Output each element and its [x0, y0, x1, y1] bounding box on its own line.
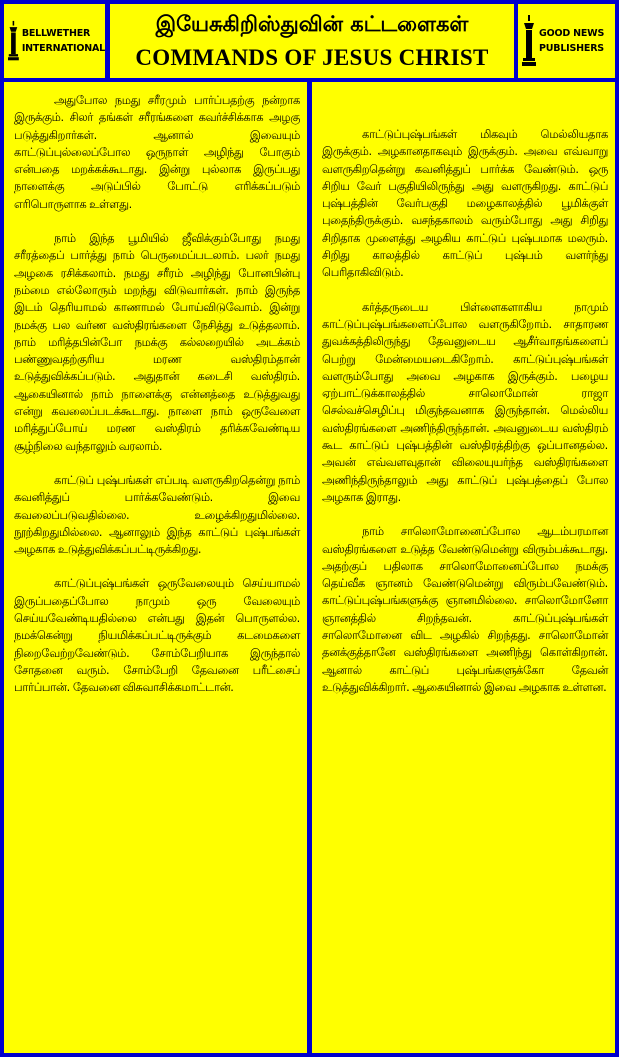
page-title-tamil: இயேசுகிறிஸ்துவின் கட்டளைகள்	[155, 12, 469, 36]
paragraph: காட்டுப்புஷ்பங்கள் மிகவும் மெல்லியதாக இருக்கும். அழகானதாகவும் இருக்கும். அவை எவ்வாறு வளருகிறதென்று கவனித்துப் பார்க்க வேண்டும். ஒரு சிறிய வேர் பகுதியிலிருந்து அது வளருகிறது. காட்டுப் புஷ்பத்தின் வேர்பகுதி மழைகாலத்தில் பூமிக்குள் புதைந்திருக்கும். வசந்தகாலம் வரும்போது அது சிறிது சிறிதாக முளைத்து அழகிய காட்டுப் புஷ்பமாக மலரும். சிறிது காலத்தில் காட்டுப் புஷ்பம் வளர்ந்து பெரிதாகிவிடும்.	[322, 128, 608, 280]
title-banner	[110, 4, 514, 78]
bell-tower-icon	[522, 15, 536, 67]
paragraph: காட்டுப்புஷ்பங்கள் ஒருவேலையும் செய்யாமல் இருப்பதைப்போல நாமும் ஒரு வேலையும் செய்யவேண்டியதில்லை என்பது இதன் பொருளல்ல. நமக்கென்று நியமிக்கப்பட்டிருக்கும் கடமைகளை நிறைவேற்றவேண்டும். சோம்பேறியாக இருந்தால் சோதனை வரும். சோம்பேறி தேவனை பரீட்சைப் பார்ப்பான். தேவனை விசுவாசிக்கமாட்டான்.	[14, 577, 300, 695]
right-text-column	[312, 82, 615, 1053]
bell-tower-icon	[8, 15, 19, 67]
paragraph: நாம் சாலொமோனைப்போல ஆடம்பரமான வஸ்திரங்களை உடுத்த வேண்டுமென்று விரும்பக்கூடாது. அதற்குப் பதிலாக சாலொமோனைப்போல நமக்கு தெய்வீக ஞானம் வேண்டுமென்று விரும்பவேண்டும். காட்டுப்புஷ்பங்களுக்கு ஞானமில்லை. சாலொமோனோ ஞானத்தில் சிறந்தவன். காட்டுப்புஷ்பங்கள் சாலொமோனை விட அழகில் சிறந்தது. சாலொமோன் தனக்குத்தானே வஸ்திரங்களை அணிந்து கொள்கிறான். ஆனால் காட்டுப் புஷ்பங்களுக்கோ தேவன் உடுத்துவிக்கிறார். ஆகையினால் இவை அழகாக உள்ளன.	[322, 525, 608, 694]
paragraph: நாம் இந்த பூமியில் ஜீவிக்கும்போது நமது சரீரத்தைப் பார்த்து நாம் பெருமைப்படலாம். பலர் நமது அழகை ரசிக்கலாம். நமது சரீரம் அழிந்து போனபின்பு நம்மை எல்லோரும் மறந்து விடுவார்கள். நாம் இருந்த இடம் தெரியாமல் காணாமல் போய்விடுவோம். இன்று நமக்கு பல வர்ண வஸ்திரங்களை நேசித்து உடுத்தலாம். நாம் மரித்தபின்போ நமக்கு கல்லறையில் அடக்கம் பண்ணுவதற்குரிய மரண வஸ்திரம்தான் உடுத்துவிக்கப்படும். அதுதான் கடைசி வஸ்திரம். ஆகையினால் நாம் நாளைக்கு என்னத்தை உடுத்துவது என்று கவலைப்படக்கூடாது. நாளை நாம் ஒருவேளை மரித்துப்போய் மரண வஸ்திரம் தரிக்கவேண்டிய சூழ்நிலை வந்தாலும் வரலாம்.	[14, 232, 300, 453]
paragraph: காட்டுப் புஷ்பங்கள் எப்படி வளருகிறதென்று நாம் கவனித்துப் பார்க்கவேண்டும். இவை கவலைப்படுவதில்லை. உழைக்கிறதுமில்லை. நூற்கிறதுமில்லை. ஆனாலும் இந்த காட்டுப் புஷ்பங்கள் அழகாக உடுத்துவிக்கப்பட்டிருக்கிறது.	[14, 473, 300, 557]
logo-line: BELLWETHER	[21, 28, 91, 39]
left-text-column	[4, 82, 307, 1053]
logo-line: INTERNATIONAL	[21, 43, 105, 54]
paragraph: அதுபோல நமது சரீரமும் பார்ப்பதற்கு நன்றாக இருக்கும். சிலர் தங்கள் சரீரங்களை கவர்ச்சிக்காக அழகு படுத்துகிறார்கள். ஆனால் இவையும் காட்டுப்புல்லைப்போல ஒருநாள் அழிந்து போகும் என்பதை மறக்கக்கூடாது. இன்று புல்லாக இருப்பது நாளைக்கு அடுப்பில் போட்டு எரிக்கப்படும் எரிபொருளாக உள்ளது.	[14, 94, 300, 211]
logo-line: GOOD NEWS	[539, 28, 605, 39]
paragraph: கர்த்தருடைய பிள்ளைகளாகிய நாமும் காட்டுப்புஷ்பங்களைப்போல வளருகிறோம். சாதாரண துவக்கத்திலிருந்து தேவனுடைய ஆசீர்வாதங்களைப் பெற்று மேன்மையடைகிறோம். காட்டுப்புஷ்பங்கள் வளரும்போது அவை அழகாக இருக்கும். பழைய ஏற்பாட்டுக்காலத்தில் சாலொமோன் ராஜா செல்வச்செழிப்பு மிகுந்தவனாக இருந்தான். மெல்லிய வஸ்திரங்களை அணிந்திருந்தான். அவனுடைய வஸ்திரம் கூட காட்டுப் புஷ்பத்தின் வஸ்திரத்திற்கு ஒப்பானதல்ல. அவன் எவ்வளவுதான் விலையுயர்ந்த வஸ்திரங்களை அணிந்திருந்தாலும் அது காட்டுப் புஷ்பத்தைப் போல அழகாக இராது.	[322, 300, 608, 504]
bellwether-logo	[4, 4, 105, 78]
page-title-english: COMMANDS OF JESUS CHRIST	[135, 45, 489, 70]
good-news-logo	[518, 4, 615, 78]
logo-line: PUBLISHERS	[539, 43, 604, 54]
